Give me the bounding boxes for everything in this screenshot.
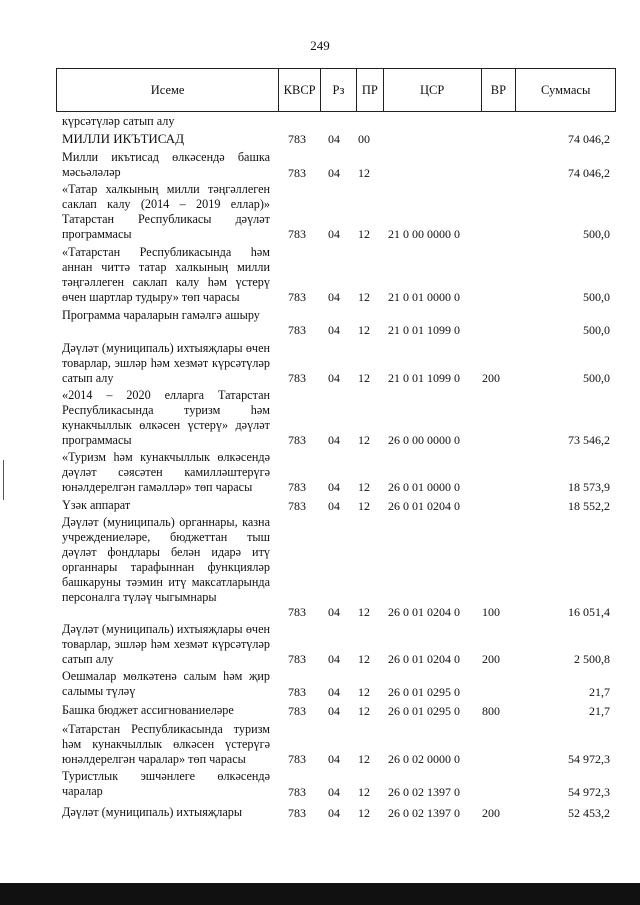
row-name: Дәүләт (муниципаль) ихтыяҗлары xyxy=(62,805,243,819)
table-row xyxy=(62,622,610,667)
cell-kvsr: 783 xyxy=(288,132,306,146)
scan-bottom-edge xyxy=(0,883,640,905)
cell-rz: 04 xyxy=(328,499,340,513)
cell-pr: 12 xyxy=(358,227,370,241)
cell-rz: 04 xyxy=(328,685,340,699)
cell-sum: 21,7 xyxy=(589,685,610,699)
cell-kvsr: 783 xyxy=(288,605,306,619)
table-row xyxy=(62,669,610,700)
row-values xyxy=(62,480,610,495)
cell-rz: 04 xyxy=(328,785,340,799)
row-values xyxy=(62,132,610,147)
header-kvsr: КВСР xyxy=(279,69,321,111)
scan-margin-mark xyxy=(3,460,4,500)
table-row xyxy=(62,703,610,719)
header-rz: Рз xyxy=(321,69,357,111)
cell-sum: 18 552,2 xyxy=(568,499,610,513)
cell-csr: 26 0 02 1397 0 xyxy=(388,785,460,799)
cell-rz: 04 xyxy=(328,652,340,666)
cell-sum: 52 453,2 xyxy=(568,806,610,820)
cell-csr: 26 0 01 0204 0 xyxy=(388,652,460,666)
row-values xyxy=(62,605,610,620)
cell-kvsr: 783 xyxy=(288,704,306,718)
row-name: Программа чараларын гамәлгә ашыру xyxy=(62,308,260,322)
header-csr: ЦСР xyxy=(384,69,482,111)
row-values xyxy=(62,227,610,242)
cell-csr: 26 0 01 0204 0 xyxy=(388,499,460,513)
cell-rz: 04 xyxy=(328,433,340,447)
row-values xyxy=(62,290,610,305)
cell-rz: 04 xyxy=(328,290,340,304)
cell-pr: 12 xyxy=(358,704,370,718)
row-values xyxy=(62,652,610,667)
cell-csr: 21 0 00 0000 0 xyxy=(388,227,460,241)
cell-rz: 04 xyxy=(328,227,340,241)
cell-pr: 12 xyxy=(358,605,370,619)
cell-rz: 04 xyxy=(328,166,340,180)
cell-csr: 26 0 02 0000 0 xyxy=(388,752,460,766)
table-row xyxy=(62,722,610,767)
cell-rz: 04 xyxy=(328,371,340,385)
cell-sum: 54 972,3 xyxy=(568,785,610,799)
cell-csr: 26 0 01 0204 0 xyxy=(388,605,460,619)
cell-csr: 26 0 02 1397 0 xyxy=(388,806,460,820)
cell-csr: 26 0 01 0295 0 xyxy=(388,685,460,699)
table-row xyxy=(62,131,610,147)
header-name: Исеме xyxy=(57,69,279,111)
row-name: «Татарстан Республикасында һәм аннан читтә татар халкының милли тәңгәллеген саклап калу һәм үстерү өчен шартлар тудыру» төп чарасы xyxy=(62,245,270,304)
header-pr: ПР xyxy=(357,69,384,111)
row-values xyxy=(62,499,610,514)
header-sum: Суммасы xyxy=(541,82,591,97)
header-vr: ВР xyxy=(482,69,517,111)
cell-pr: 12 xyxy=(358,433,370,447)
cell-rz: 04 xyxy=(328,704,340,718)
cell-rz: 04 xyxy=(328,323,340,337)
table-row xyxy=(62,341,610,386)
cell-vr: 200 xyxy=(482,652,500,666)
row-values xyxy=(62,371,610,386)
row-name: МИЛЛИ ИКЪТИСАД xyxy=(62,131,185,146)
cell-kvsr: 783 xyxy=(288,433,306,447)
table-row xyxy=(62,805,610,821)
row-name: Дәүләт (муниципаль) органнары, казна учреждениеләре, бюджеттан тыш дәүләт фондлары белән идарә итү органнары тарафыннан функцияләр башкаруны тәэмин итү максатларында персоналга түләү чыгымнары xyxy=(62,515,270,604)
cell-kvsr: 783 xyxy=(288,752,306,766)
table-row xyxy=(62,245,610,305)
row-name: «Туризм һәм кунакчыллык өлкәсендә дәүләт сәясәтен камилләштерүгә юнәлдерелгән гамәлләр» төп чарасы xyxy=(62,450,270,494)
table-row xyxy=(62,515,610,620)
cell-rz: 04 xyxy=(328,480,340,494)
cell-sum: 21,7 xyxy=(589,704,610,718)
row-name: Туристлык эшчәнлеге өлкәсендә чаралар xyxy=(62,769,270,798)
cell-vr: 100 xyxy=(482,605,500,619)
cell-vr: 200 xyxy=(482,371,500,385)
cell-pr: 12 xyxy=(358,785,370,799)
row-name: Башка бюджет ассигнованиеләре xyxy=(62,703,234,717)
cell-sum: 2 500,8 xyxy=(574,652,610,666)
cell-pr: 12 xyxy=(358,499,370,513)
cell-rz: 04 xyxy=(328,132,340,146)
table-row xyxy=(62,182,610,242)
table-row xyxy=(62,498,610,514)
table-row xyxy=(62,308,610,338)
cell-vr: 200 xyxy=(482,806,500,820)
cell-sum: 16 051,4 xyxy=(568,605,610,619)
cell-csr: 21 0 01 0000 0 xyxy=(388,290,460,304)
row-name: Оешмалар мөлкәтенә салым һәм җир салымы түләү xyxy=(62,669,270,698)
cell-csr: 21 0 01 1099 0 xyxy=(388,371,460,385)
cell-pr: 12 xyxy=(358,480,370,494)
row-values xyxy=(62,433,610,448)
cell-sum: 18 573,9 xyxy=(568,480,610,494)
row-values xyxy=(62,752,610,767)
row-values xyxy=(62,704,610,719)
cell-pr: 12 xyxy=(358,371,370,385)
cell-rz: 04 xyxy=(328,605,340,619)
row-values xyxy=(62,806,610,821)
cell-csr: 26 0 01 0295 0 xyxy=(388,704,460,718)
table-header xyxy=(56,68,616,112)
cell-pr: 12 xyxy=(358,806,370,820)
page-number: 249 xyxy=(310,38,330,53)
cell-csr: 21 0 01 1099 0 xyxy=(388,323,460,337)
row-values xyxy=(62,323,610,338)
cell-kvsr: 783 xyxy=(288,499,306,513)
row-values xyxy=(62,785,610,800)
cell-pr: 12 xyxy=(358,323,370,337)
cell-sum: 500,0 xyxy=(583,323,610,337)
cell-rz: 04 xyxy=(328,806,340,820)
cell-vr: 800 xyxy=(482,704,500,718)
cell-kvsr: 783 xyxy=(288,652,306,666)
cell-pr: 12 xyxy=(358,290,370,304)
cell-kvsr: 783 xyxy=(288,685,306,699)
cell-kvsr: 783 xyxy=(288,806,306,820)
row-name: «Татар халкының милли тәңгәллеген саклап калу (2014 – 2019 еллар)» Татарстан Республикасы дәүләт программасы xyxy=(62,182,270,241)
row-values xyxy=(62,685,610,700)
table-row xyxy=(62,769,610,800)
cell-csr: 26 0 00 0000 0 xyxy=(388,433,460,447)
cell-pr: 00 xyxy=(358,132,370,146)
cell-kvsr: 783 xyxy=(288,227,306,241)
cell-pr: 12 xyxy=(358,752,370,766)
cell-kvsr: 783 xyxy=(288,480,306,494)
cell-sum: 54 972,3 xyxy=(568,752,610,766)
table-row xyxy=(62,388,610,448)
cell-kvsr: 783 xyxy=(288,166,306,180)
row-name: Дәүләт (муниципаль) ихтыяҗлары өчен товарлар, эшләр һәм хезмәт күрсәтүләр сатып алу xyxy=(62,622,270,666)
cell-kvsr: 783 xyxy=(288,290,306,304)
row-name: «2014 – 2020 елларга Татарстан Республикасында туризм һәм кунакчыллык өлкәсен үстерү» дәүләт программасы xyxy=(62,388,270,447)
cell-kvsr: 783 xyxy=(288,785,306,799)
cell-sum: 500,0 xyxy=(583,371,610,385)
row-name: Милли икътисад өлкәсендә башка мәсьәләләр xyxy=(62,150,270,179)
row-values xyxy=(62,166,610,181)
cell-rz: 04 xyxy=(328,752,340,766)
carry-over-row xyxy=(62,114,610,130)
cell-kvsr: 783 xyxy=(288,371,306,385)
cell-sum: 74 046,2 xyxy=(568,166,610,180)
cell-csr: 26 0 01 0000 0 xyxy=(388,480,460,494)
cell-kvsr: 783 xyxy=(288,323,306,337)
table-row xyxy=(62,450,610,495)
table-row xyxy=(62,150,610,181)
cell-sum: 74 046,2 xyxy=(568,132,610,146)
cell-pr: 12 xyxy=(358,652,370,666)
row-name: Дәүләт (муниципаль) ихтыяҗлары өчен товарлар, эшләр һәм хезмәт күрсәтүләр сатып алу xyxy=(62,341,270,385)
row-name: Үзәк аппарат xyxy=(62,498,131,512)
cell-pr: 12 xyxy=(358,685,370,699)
cell-pr: 12 xyxy=(358,166,370,180)
carry-over-text: күрсәтүләр сатып алу xyxy=(62,114,175,128)
row-name: «Татарстан Республикасында туризм һәм кунакчыллык өлкәсен үстерүгә юнәлдерелгән чаралар» төп чарасы xyxy=(62,722,270,766)
cell-sum: 500,0 xyxy=(583,290,610,304)
cell-sum: 500,0 xyxy=(583,227,610,241)
cell-sum: 73 546,2 xyxy=(568,433,610,447)
